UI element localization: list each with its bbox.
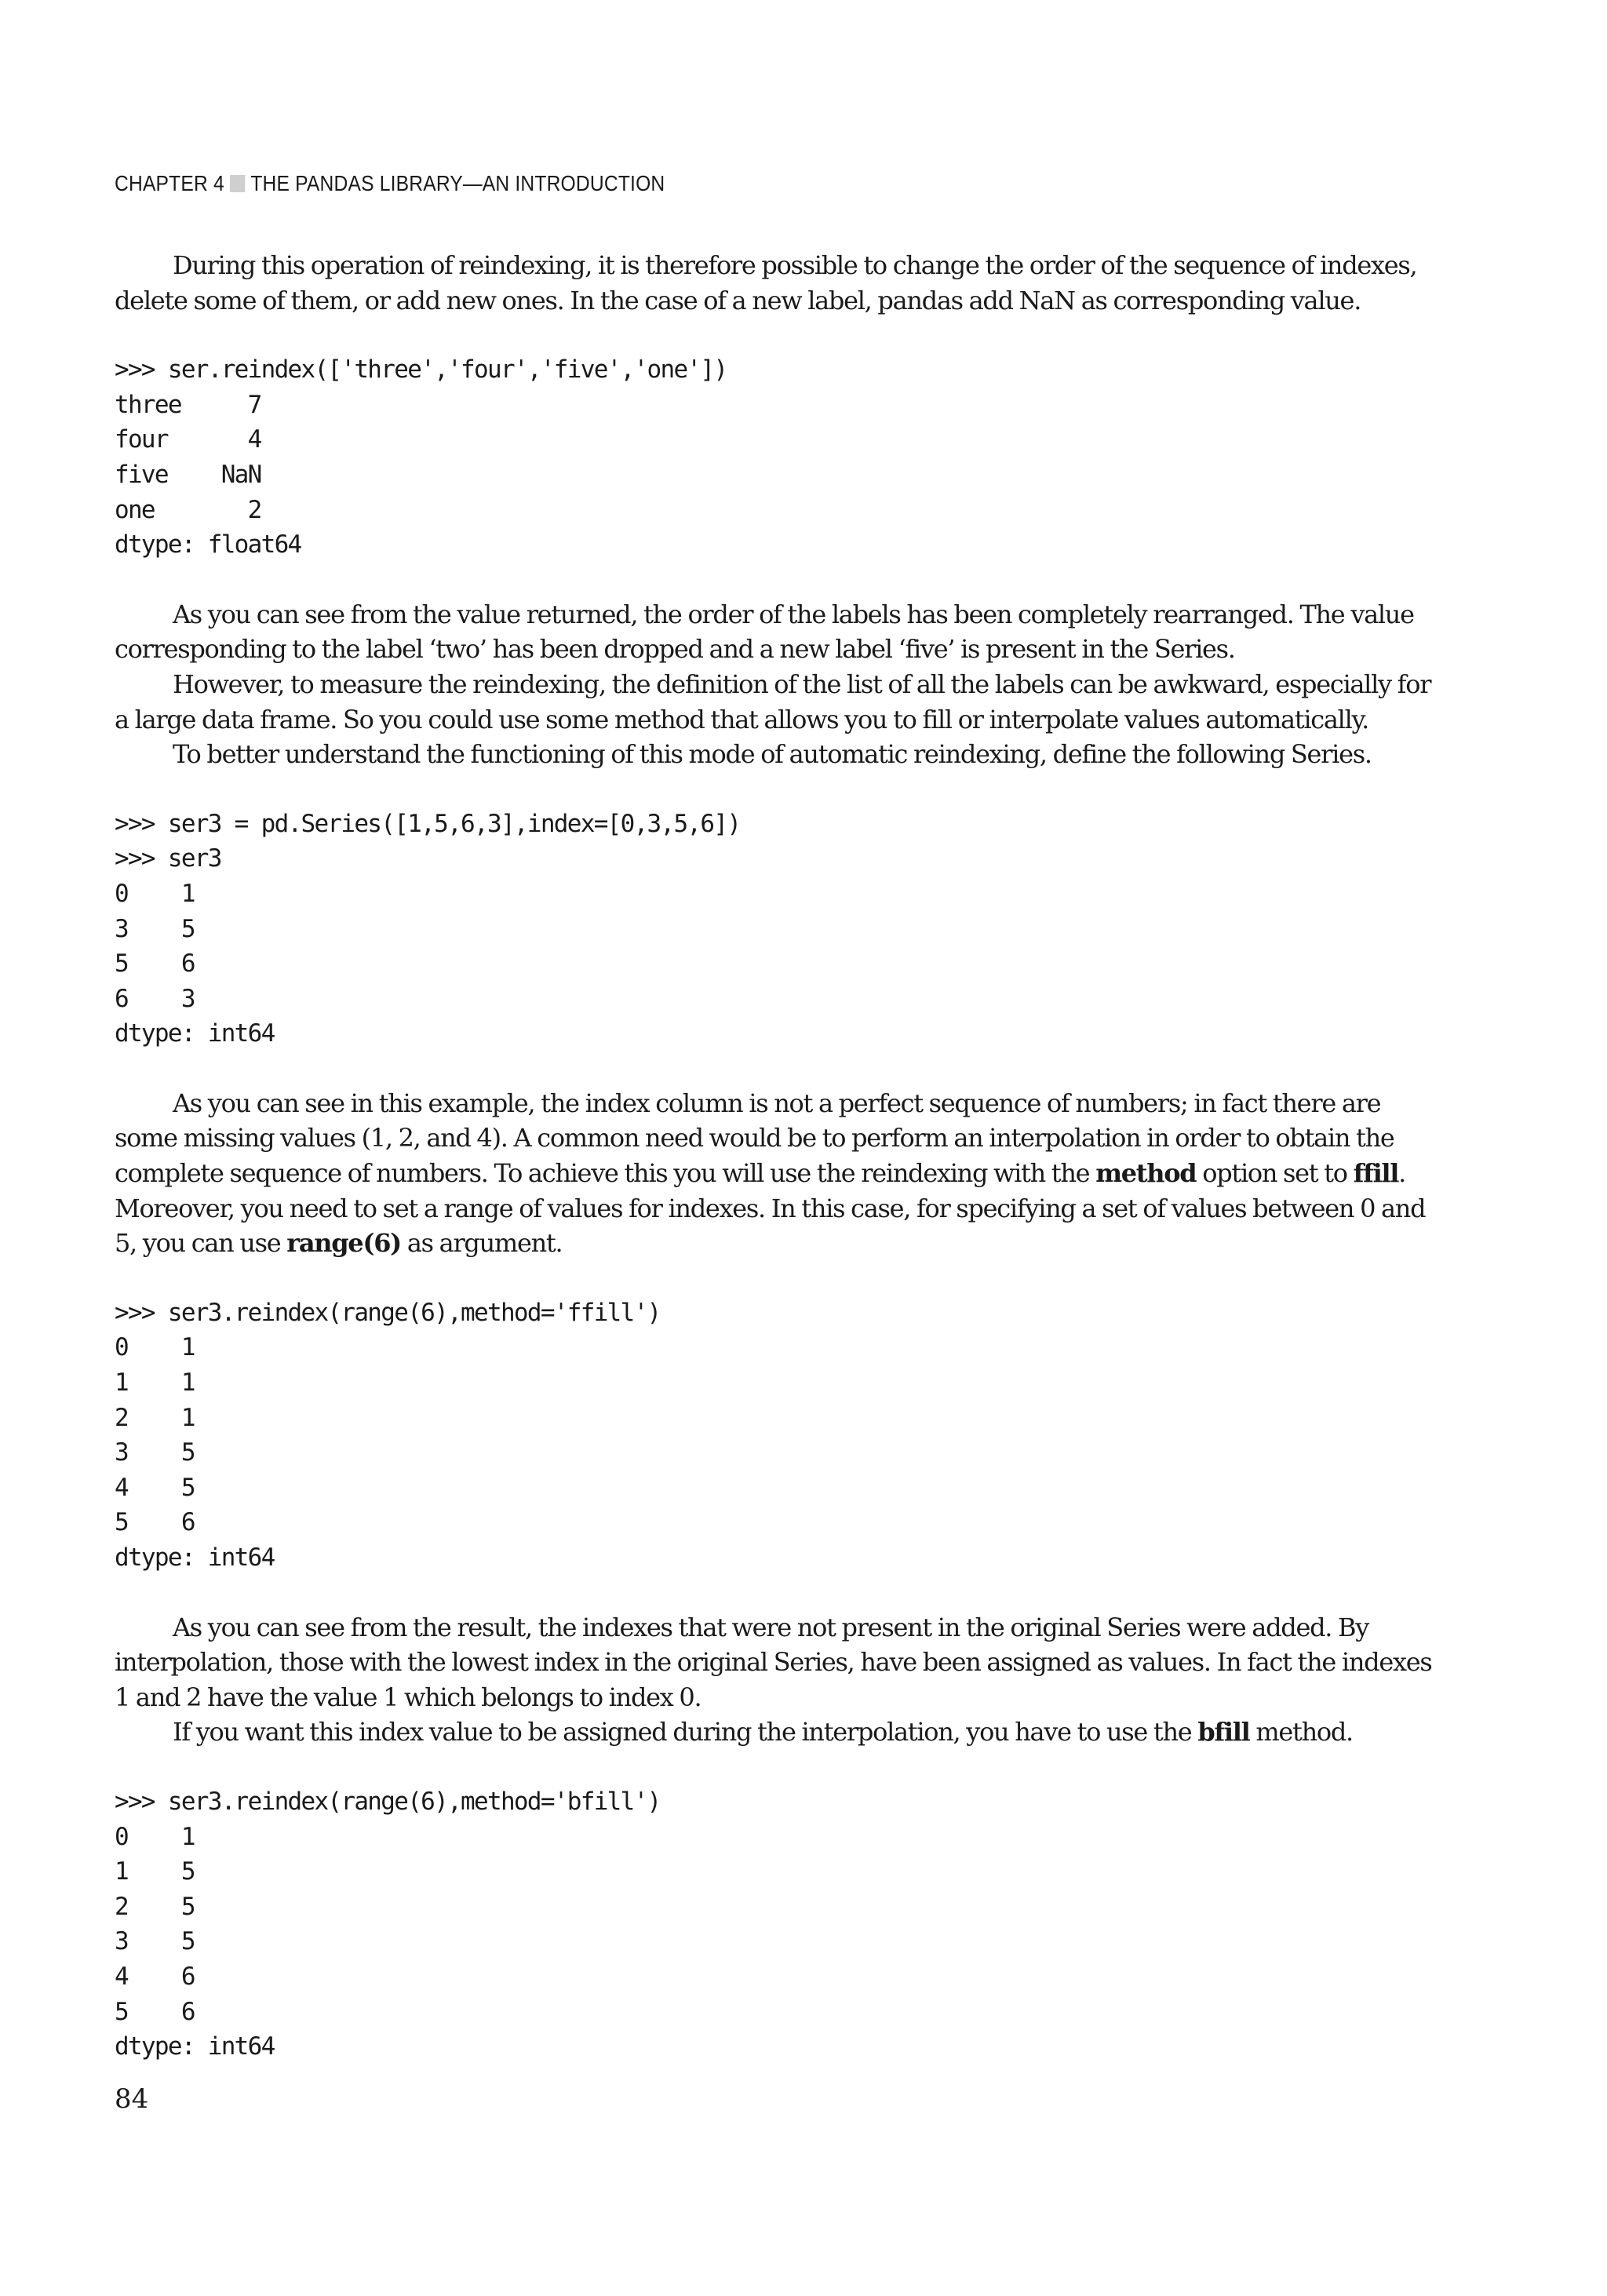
bold-term: bfill [1197, 1717, 1250, 1748]
code-line: 4 6 [115, 1962, 195, 1991]
body-paragraph [115, 1086, 1433, 1261]
code-line: three 7 [115, 390, 261, 419]
code-line: >>> ser3 [115, 844, 221, 873]
paragraph-text: As you can see from the result, the indexes that were not present in the original Series were added. By interpolation, those with the lowest index in the original Series, have been assigned as values. In fact the indexes 1 and 2 have the value 1 which belongs to index 0. [115, 1612, 1432, 1712]
running-head [115, 168, 1274, 199]
code-block [115, 1784, 1433, 2065]
paragraph-text: To better understand the functioning of this mode of automatic reindexing, define the following Series. [173, 739, 1372, 770]
block-gap [115, 1576, 1433, 1610]
code-line: >>> ser3.reindex(range(6),method='bfill') [115, 1787, 661, 1816]
code-line: 1 5 [115, 1857, 195, 1886]
body-paragraph [115, 667, 1433, 737]
block-gap [115, 1051, 1433, 1086]
code-line: 3 5 [115, 1927, 195, 1956]
code-line: 0 1 [115, 1822, 195, 1851]
code-line: four 4 [115, 425, 261, 454]
code-line: 5 6 [115, 949, 195, 979]
code-line: >>> ser3.reindex(range(6),method='ffill') [115, 1298, 661, 1327]
body-paragraph [115, 1610, 1433, 1715]
code-line: dtype: int64 [115, 2032, 275, 2061]
code-line: five NaN [115, 460, 261, 489]
code-line: 5 6 [115, 1508, 195, 1537]
code-line: dtype: int64 [115, 1543, 275, 1572]
page-number: 84 [115, 2083, 149, 2115]
code-line: 3 5 [115, 914, 195, 943]
page-body [115, 248, 1433, 2065]
code-line: 0 1 [115, 1333, 195, 1362]
body-paragraph [115, 248, 1433, 318]
code-block [115, 1296, 1433, 1576]
code-line: >>> ser.reindex(['three','four','five','one']) [115, 355, 727, 384]
bold-term: ffill [1353, 1158, 1399, 1189]
code-line: 3 5 [115, 1438, 195, 1467]
code-line: dtype: int64 [115, 1019, 275, 1048]
block-gap [115, 318, 1433, 352]
code-block [115, 352, 1433, 563]
paragraph-text: As you can see from the value returned, the order of the labels has been completely rearranged. The value corresponding to the label ‘two’ has been dropped and a new label ‘five’ is present in the Series. [115, 599, 1414, 665]
code-line: 2 5 [115, 1892, 195, 1921]
code-line: 6 3 [115, 984, 195, 1013]
bold-term: range(6) [286, 1228, 402, 1259]
code-line: dtype: float64 [115, 530, 301, 559]
body-paragraph [115, 597, 1433, 667]
bold-term: method [1095, 1158, 1197, 1189]
paragraph-text: as argument. [401, 1228, 563, 1259]
paragraph-text: During this operation of reindexing, it is therefore possible to change the order of the sequence of indexes, delete some of them, or add new ones. In the case of a new label, pandas add NaN as corresponding value. [115, 250, 1417, 315]
block-gap [115, 563, 1433, 597]
paragraph-text: method. [1249, 1717, 1353, 1748]
code-line: 4 5 [115, 1473, 195, 1502]
code-block [115, 807, 1433, 1051]
code-line: one 2 [115, 495, 261, 524]
paragraph-text: If you want this index value to be assigned during the interpolation, you have to use the [173, 1717, 1198, 1748]
chapter-title: THE PANDAS LIBRARY—AN INTRODUCTION [250, 171, 665, 195]
paragraph-text: As you can see in this example, the index column is not a perfect sequence of numbers; in fact there are some missing values (1, 2, and 4). A common need would be to perform an interpolation in order to obtain the complete sequence of numbers. To achieve this you will use the reindexing with the [115, 1088, 1394, 1189]
code-line: 5 6 [115, 1997, 195, 2026]
code-line: 1 1 [115, 1368, 195, 1398]
code-line: 2 1 [115, 1403, 195, 1432]
chapter-label: CHAPTER 4 [115, 171, 224, 195]
block-gap [115, 772, 1433, 807]
block-gap [115, 1750, 1433, 1784]
book-page [115, 168, 1433, 2116]
separator-square-icon [230, 175, 245, 192]
block-gap [115, 1261, 1433, 1296]
body-paragraph [115, 1715, 1433, 1750]
code-line: 0 1 [115, 879, 195, 908]
code-line: >>> ser3 = pd.Series([1,5,6,3],index=[0,3,5,6]) [115, 809, 741, 838]
paragraph-text: option set to [1196, 1158, 1354, 1189]
paragraph-text: . Moreover, you need to set a range of values for indexes. In this case, for specifying a set of values between 0 and 5, you can use [115, 1158, 1426, 1259]
paragraph-text: However, to measure the reindexing, the definition of the list of all the labels can be awkward, especially for a large data frame. So you could use some method that allows you to fill or interpolate values automatically. [115, 669, 1431, 734]
body-paragraph [115, 737, 1433, 772]
